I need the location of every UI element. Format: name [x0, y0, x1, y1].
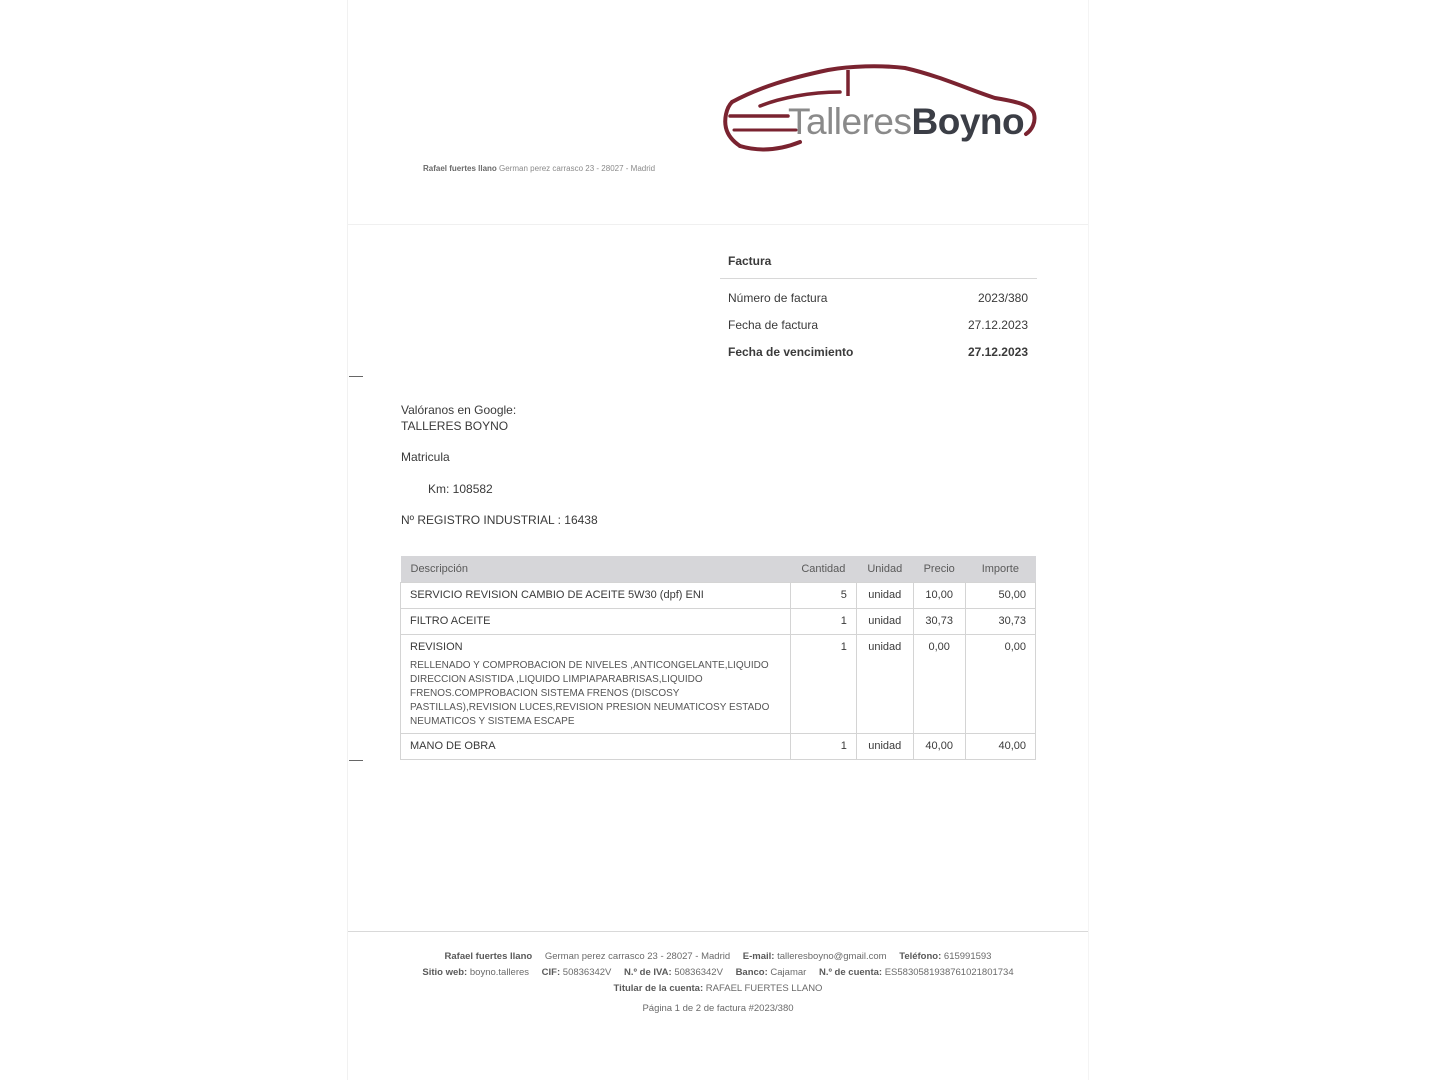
footer-holder-label: Titular de la cuenta: — [613, 983, 704, 994]
header-description: Descripción — [401, 556, 791, 583]
row-amount: 30,73 — [965, 609, 1035, 635]
footer-account: ES5830581938761021801734 — [884, 967, 1014, 978]
fold-mark — [349, 760, 363, 761]
table-row — [401, 734, 1036, 760]
row-detail: RELLENADO Y COMPROBACION DE NIVELES ,ANTICONGELANTE,LIQUIDO DIRECCION ASISTIDA ,LIQUIDO LIMPIAPARABRISAS,LIQUIDO FRENOS.COMPROBACION SISTEMA FRENOS (DISCOSY PASTILLAS),REVISION LUCES,REVISION PRESION NEUMATICOSY ESTADO NEUMATICOS Y SISTEMA ESCAPE — [410, 660, 770, 727]
row-price: 30,73 — [913, 609, 965, 635]
footer-phone-label: Teléfono: — [899, 951, 942, 962]
footer-line-3 — [348, 983, 1088, 994]
page-info: Página 1 de 2 de factura #2023/380 — [642, 1003, 794, 1014]
sender-address: German perez carrasco 23 - 28027 - Madrid — [499, 164, 656, 173]
footer-holder: RAFAEL FUERTES LLANO — [705, 983, 823, 994]
header-amount: Importe — [965, 556, 1035, 583]
invoice-number-value: 2023/380 — [977, 291, 1028, 305]
header-price: Precio — [913, 556, 965, 583]
row-quantity: 5 — [790, 583, 856, 609]
invoice-page — [348, 0, 1088, 1080]
sender-line — [423, 164, 655, 173]
row-quantity: 1 — [790, 609, 856, 635]
plate-label: Matricula — [401, 450, 450, 464]
footer-line-2 — [348, 967, 1088, 978]
invoice-date-label: Fecha de factura — [728, 318, 819, 332]
footer-address: German perez carrasco 23 - 28027 - Madrid — [544, 951, 731, 962]
row-amount: 40,00 — [965, 734, 1035, 760]
row-quantity: 1 — [790, 734, 856, 760]
footer-web: boyno.talleres — [469, 967, 530, 978]
row-amount: 50,00 — [965, 583, 1035, 609]
row-unit: unidad — [856, 635, 913, 734]
row-description: MANO DE OBRA — [401, 734, 791, 760]
header-quantity: Cantidad — [790, 556, 856, 583]
table-header-row — [401, 556, 1036, 583]
table-row — [401, 583, 1036, 609]
row-unit: unidad — [856, 583, 913, 609]
km-reading: Km: 108582 — [428, 482, 493, 496]
footer-divider — [348, 931, 1088, 932]
line-items-table — [400, 556, 1036, 760]
footer-email: talleresboyno@gmail.com — [777, 951, 887, 962]
footer-phone: 615991593 — [943, 951, 992, 962]
row-price: 10,00 — [913, 583, 965, 609]
row-price: 40,00 — [913, 734, 965, 760]
fold-mark — [349, 376, 363, 377]
invoice-due-label: Fecha de vencimiento — [728, 345, 854, 359]
footer-line-1 — [348, 951, 1088, 962]
footer-iva: 50836342V — [674, 967, 723, 978]
footer-web-label: Sitio web: — [422, 967, 468, 978]
brand-name-bold: Boyno — [911, 101, 1025, 142]
row-unit: unidad — [856, 609, 913, 635]
industrial-registry: Nº REGISTRO INDUSTRIAL : 16438 — [401, 513, 598, 527]
row-amount: 0,00 — [965, 635, 1035, 734]
row-description: FILTRO ACEITE — [401, 609, 791, 635]
row-unit: unidad — [856, 734, 913, 760]
footer-name: Rafael fuertes llano — [444, 951, 533, 962]
row-description-cell — [401, 635, 791, 734]
footer-iva-label: N.º de IVA: — [624, 967, 672, 978]
brand-name-light: Talleres — [788, 101, 912, 142]
invoice-date-value: 27.12.2023 — [967, 318, 1028, 332]
footer-email-label: E-mail: — [742, 951, 775, 962]
invoice-due-value: 27.12.2023 — [967, 345, 1028, 359]
row-quantity: 1 — [790, 635, 856, 734]
google-review-line: Valóranos en Google: — [401, 403, 517, 417]
header-unit: Unidad — [856, 556, 913, 583]
brand-logo-text — [788, 100, 1024, 144]
footer-bank-label: Banco: — [735, 967, 768, 978]
company-name: TALLERES BOYNO — [401, 419, 509, 433]
sender-name: Rafael fuertes llano — [423, 164, 497, 173]
invoice-divider — [720, 278, 1037, 279]
table-row — [401, 609, 1036, 635]
table-row — [401, 635, 1036, 734]
scan-line — [348, 224, 1088, 225]
invoice-title: Factura — [728, 254, 772, 268]
footer-cif: 50836342V — [562, 967, 612, 978]
footer-cif-label: CIF: — [541, 967, 561, 978]
row-description: REVISION — [410, 641, 463, 653]
row-description: SERVICIO REVISION CAMBIO DE ACEITE 5W30 (dpf) ENI — [401, 583, 791, 609]
invoice-number-label: Número de factura — [728, 291, 828, 305]
row-price: 0,00 — [913, 635, 965, 734]
footer-account-label: N.º de cuenta: — [818, 967, 883, 978]
footer-bank: Cajamar — [770, 967, 807, 978]
